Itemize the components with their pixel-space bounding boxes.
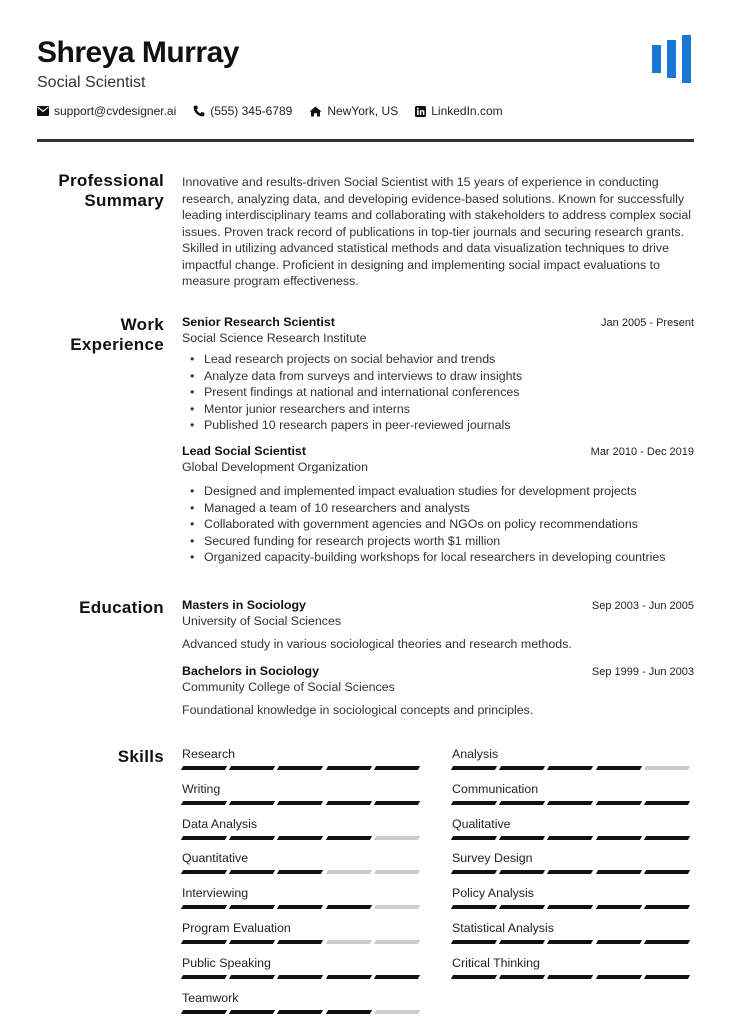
bar-logo-icon	[652, 35, 694, 83]
skill-item	[182, 956, 423, 979]
skill-level-segment-filled	[229, 836, 276, 840]
skill-level-segment-empty	[374, 905, 421, 909]
skill-name: Survey Design	[452, 851, 533, 866]
work-heading-line2: Experience	[70, 335, 164, 354]
skill-level-segment-filled	[277, 975, 324, 979]
skill-level-segment-filled	[277, 801, 324, 805]
work-entry	[182, 444, 694, 566]
contact-email[interactable]	[37, 104, 176, 118]
work-heading-line1: Work	[120, 315, 164, 334]
job-bullet: • Collaborated with government agencies and NGOs on policy recommendations	[182, 516, 694, 533]
skill-level-segment-filled	[595, 940, 642, 944]
skill-level-segment-filled	[325, 801, 372, 805]
skill-level-segment-empty	[325, 870, 372, 874]
skill-name: Research	[182, 747, 236, 761]
skill-level-segment-filled	[325, 975, 372, 979]
skill-level-segment-filled	[644, 836, 691, 840]
skill-level-segment-filled	[374, 801, 421, 805]
skill-level-segment-filled	[547, 905, 594, 909]
skill-level-segment-filled	[325, 836, 372, 840]
skill-level-segment-filled	[499, 836, 546, 840]
degree-description: Foundational knowledge in sociological concepts and principles.	[182, 703, 534, 717]
job-date: Mar 2010 - Dec 2019	[590, 445, 694, 458]
skill-level-segment-filled	[499, 975, 546, 979]
skill-level-segment-filled	[595, 836, 642, 840]
skill-level-segment-filled	[181, 1010, 228, 1014]
job-bullet: • Organized capacity-building workshops for local researchers in developing countries	[182, 549, 694, 566]
skill-level-segment-empty	[374, 836, 421, 840]
skill-level-segment-filled	[499, 905, 546, 909]
skill-level-segment-filled	[277, 870, 324, 874]
skill-level-segment-filled	[499, 801, 546, 805]
job-date: Jan 2005 - Present	[601, 317, 694, 329]
skill-name: Policy Analysis	[452, 886, 534, 901]
summary-heading-line2: Summary	[84, 191, 164, 210]
contact-location	[309, 104, 398, 118]
skill-level-segment-filled	[229, 905, 276, 909]
skill-level-segment-filled	[644, 905, 691, 909]
work-list	[182, 315, 694, 566]
degree-title: Masters in Sociology	[182, 598, 306, 612]
skill-level-segment-filled	[499, 940, 546, 944]
resume-header	[37, 36, 697, 118]
contact-phone-text: (555) 345-6789	[210, 104, 293, 118]
skill-level-segment-empty	[644, 766, 691, 770]
skill-level-segment-filled	[229, 1010, 276, 1014]
contact-row	[37, 104, 697, 118]
skill-name: Interviewing	[182, 886, 249, 901]
skill-level-segment-filled	[595, 905, 642, 909]
skill-level-segment-filled	[547, 870, 594, 874]
skill-item	[452, 817, 693, 840]
skill-level-segment-filled	[181, 940, 228, 944]
skill-level-segment-filled	[451, 975, 498, 979]
skill-name: Writing	[182, 781, 221, 796]
skill-level-segment-empty	[374, 940, 421, 944]
job-title: Lead Social Scientist	[182, 443, 306, 458]
education-list	[182, 598, 694, 717]
candidate-name: Shreya Murray	[37, 36, 239, 69]
skill-level-segment-filled	[547, 801, 594, 805]
skill-item	[182, 921, 423, 944]
skill-level-segment-filled	[374, 766, 421, 770]
skill-level-segment-filled	[277, 1010, 324, 1014]
job-organization: Global Development Organization	[182, 459, 368, 474]
job-organization: Social Science Research Institute	[182, 331, 367, 345]
skill-level-segment-filled	[644, 801, 691, 805]
skill-name: Teamwork	[182, 990, 239, 1005]
skill-level-segment-filled	[595, 870, 642, 874]
summary-text: Innovative and results-driven Social Scientist with 15 years of experience in conducting research, analyzing data, and developing evidence-based solutions. Known for successfully leading interdisciplinary teams and collaborating with stakeholders to address complex social issues. Proven track record of publications in top-tier journals and securing research grants. Skilled in utilizing advanced statistical methods and data visualization techniques to drive impactful change. Proficient in designing and implementing social impact evaluations to measure program effectiveness.	[182, 175, 691, 288]
skill-level-segment-filled	[229, 766, 276, 770]
job-bullet: • Lead research projects on social behavior and trends	[182, 351, 694, 368]
job-title: Senior Research Scientist	[182, 315, 335, 329]
skill-level-meter	[452, 801, 693, 805]
skill-item	[182, 851, 423, 874]
contact-location-text: NewYork, US	[327, 104, 399, 118]
skill-level-segment-filled	[451, 870, 498, 874]
skill-level-meter	[182, 1010, 423, 1014]
skill-item	[182, 991, 423, 1014]
skill-level-segment-filled	[451, 905, 498, 909]
skill-level-segment-empty	[374, 1010, 421, 1014]
work-heading	[37, 315, 164, 355]
skill-item	[452, 747, 693, 770]
skill-level-meter	[182, 975, 423, 979]
header-divider	[37, 139, 694, 142]
skill-level-segment-filled	[229, 801, 276, 805]
skill-level-segment-filled	[325, 766, 372, 770]
skill-level-segment-filled	[644, 870, 691, 874]
skill-level-segment-filled	[547, 766, 594, 770]
skill-item	[452, 921, 693, 944]
skill-item	[182, 782, 423, 805]
skill-item	[452, 886, 693, 909]
skills-heading: Skills	[117, 747, 164, 766]
phone-icon	[193, 105, 205, 117]
skill-level-segment-filled	[181, 836, 228, 840]
skill-level-segment-filled	[547, 940, 594, 944]
skill-level-segment-filled	[181, 766, 228, 770]
skill-level-segment-filled	[277, 766, 324, 770]
degree-date: Sep 2003 - Jun 2005	[591, 600, 694, 612]
skill-name: Data Analysis	[182, 816, 258, 831]
degree-description: Advanced study in various sociological theories and research methods.	[182, 637, 572, 651]
skill-level-segment-empty	[374, 870, 421, 874]
work-entry	[182, 315, 694, 434]
skill-level-segment-filled	[451, 801, 498, 805]
skill-item	[452, 956, 693, 979]
skill-level-segment-empty	[325, 940, 372, 944]
skill-name: Program Evaluation	[182, 921, 291, 935]
skill-level-meter	[452, 940, 693, 944]
skill-level-segment-filled	[595, 801, 642, 805]
skill-level-segment-filled	[547, 836, 594, 840]
education-entry	[182, 664, 694, 717]
degree-title: Bachelors in Sociology	[182, 664, 320, 678]
contact-phone[interactable]	[193, 104, 292, 118]
skill-level-segment-filled	[325, 905, 372, 909]
skill-name: Statistical Analysis	[452, 921, 554, 935]
job-bullet: • Present findings at national and international conferences	[182, 384, 694, 401]
summary-heading-line1: Professional	[58, 171, 164, 190]
skill-level-segment-filled	[277, 905, 324, 909]
summary-heading	[37, 171, 164, 211]
candidate-title: Social Scientist	[37, 74, 146, 91]
linkedin-icon	[415, 106, 426, 117]
skill-level-meter	[452, 766, 693, 770]
job-bullets	[182, 483, 694, 566]
skill-level-meter	[452, 905, 693, 909]
degree-date: Sep 1999 - Jun 2003	[591, 666, 694, 678]
job-bullet: • Analyze data from surveys and interviews to draw insights	[182, 368, 694, 385]
skill-level-meter	[182, 905, 423, 909]
skill-level-segment-filled	[277, 836, 324, 840]
education-heading: Education	[79, 598, 164, 617]
skill-item	[182, 747, 423, 770]
job-bullet: • Mentor junior researchers and interns	[182, 401, 694, 418]
job-bullet: • Managed a team of 10 researchers and analysts	[182, 500, 694, 517]
skill-level-meter	[182, 801, 423, 805]
skill-level-segment-filled	[181, 905, 228, 909]
skill-level-segment-filled	[595, 975, 642, 979]
job-bullet: • Designed and implemented impact evaluation studies for development projects	[182, 483, 694, 500]
skill-item	[452, 782, 693, 805]
skill-item	[452, 851, 693, 874]
skill-level-segment-filled	[181, 801, 228, 805]
skill-level-segment-filled	[277, 940, 324, 944]
job-bullet: • Published 10 research papers in peer-reviewed journals	[182, 417, 694, 434]
skill-level-segment-filled	[374, 975, 421, 979]
skill-item	[182, 817, 423, 840]
skill-level-segment-filled	[229, 940, 276, 944]
job-bullet: • Secured funding for research projects worth $1 million	[182, 533, 694, 550]
skill-level-meter	[182, 836, 423, 840]
skill-level-segment-filled	[229, 870, 276, 874]
skill-level-meter	[182, 766, 423, 770]
skill-level-segment-filled	[181, 975, 228, 979]
job-bullets	[182, 351, 694, 434]
skill-level-segment-filled	[644, 975, 691, 979]
skill-name: Communication	[452, 781, 539, 796]
contact-linkedin[interactable]	[415, 104, 502, 118]
envelope-icon	[37, 106, 49, 116]
skill-level-segment-filled	[451, 766, 498, 770]
skill-level-segment-filled	[547, 975, 594, 979]
skill-level-segment-filled	[451, 940, 498, 944]
school-name: University of Social Sciences	[182, 614, 342, 628]
home-icon	[309, 106, 322, 117]
school-name: Community College of Social Sciences	[182, 680, 395, 694]
skill-name: Public Speaking	[182, 955, 271, 970]
skill-level-segment-filled	[499, 870, 546, 874]
skill-level-meter	[452, 975, 693, 979]
skill-name: Quantitative	[182, 851, 249, 866]
skill-level-segment-filled	[644, 940, 691, 944]
skill-level-segment-filled	[181, 870, 228, 874]
skill-level-segment-filled	[325, 1010, 372, 1014]
education-entry	[182, 598, 694, 651]
skill-level-meter	[182, 870, 423, 874]
contact-email-text: support@cvdesigner.ai	[54, 104, 177, 118]
skill-name: Qualitative	[452, 816, 511, 831]
skill-level-segment-filled	[499, 766, 546, 770]
skill-name: Critical Thinking	[452, 955, 540, 970]
skill-item	[182, 886, 423, 909]
skill-level-segment-filled	[451, 836, 498, 840]
skill-level-meter	[452, 836, 693, 840]
skill-level-segment-filled	[229, 975, 276, 979]
skill-level-meter	[452, 870, 693, 874]
skill-level-meter	[182, 940, 423, 944]
skill-level-segment-filled	[595, 766, 642, 770]
contact-linkedin-text: LinkedIn.com	[431, 104, 503, 118]
skill-name: Analysis	[452, 747, 499, 761]
